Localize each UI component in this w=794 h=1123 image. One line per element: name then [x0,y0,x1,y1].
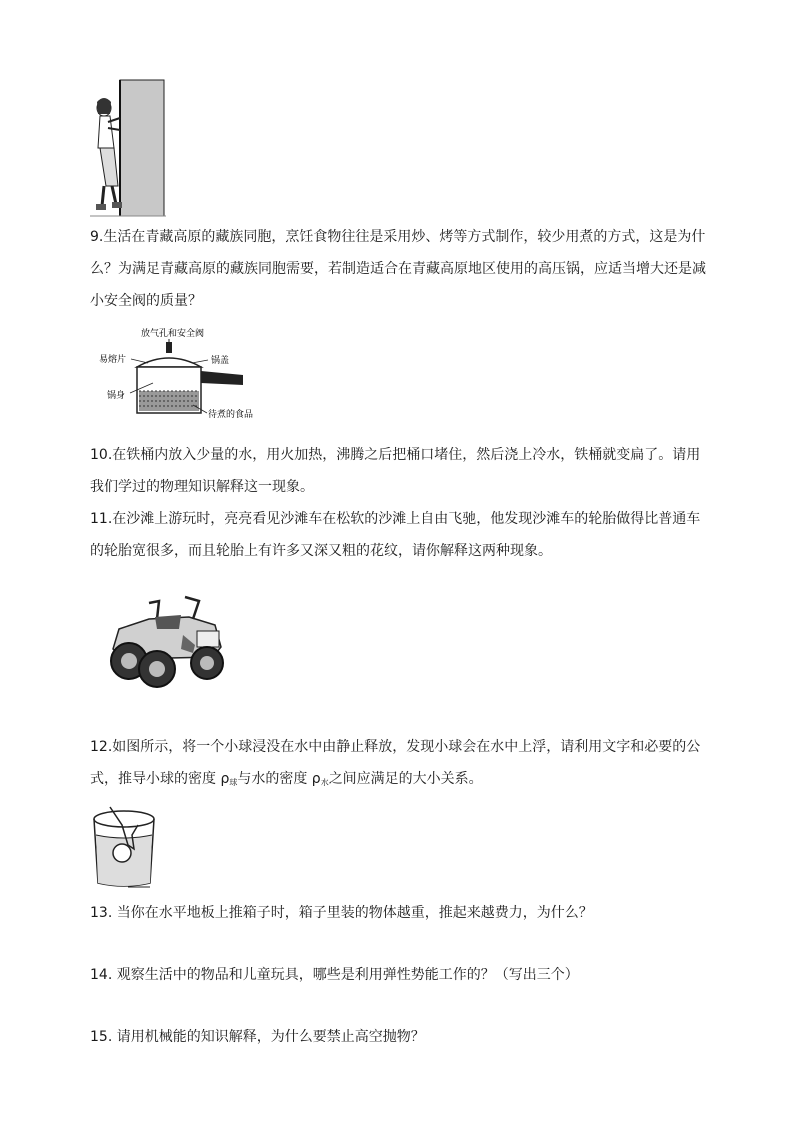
q9-line-2: 么？为满足青藏高原的藏族同胞需要，若制造适合在青藏高原地区使用的高压锅，应适当增大还是减 [90,261,706,277]
q14-text: 14. 观察生活中的物品和儿童玩具，哪些是利用弹性势能工作的？（写出三个） [90,967,579,983]
label-fuse-piece: 易熔片 [99,355,127,365]
person-pushing-wall-figure [88,78,168,220]
atv-figure [97,595,229,695]
label-food: 待煮的食品 [208,410,254,420]
q11-line-2: 的轮胎宽很多，而且轮胎上有许多又深又粗的花纹，请你解释这两种现象。 [90,543,552,559]
q9-line-1: 9.生活在青藏高原的藏族同胞，烹饪食物往往是采用炒、烤等方式制作，较少用煮的方式，这是为什 [90,229,706,245]
q13-text: 13. 当你在水平地板上推箱子时，箱子里装的物体越重，推起来越费力，为什么？ [90,905,593,921]
q12-line-1: 12.如图所示，将一个小球浸没在水中由静止释放，发现小球会在水中上浮，请利用文字和必要的公 [90,739,701,755]
label-body: 锅身 [107,391,126,401]
q12-line-2 [90,769,483,793]
q10-line-1: 10.在铁桶内放入少量的水，用火加热，沸腾之后把桶口堵住，然后浇上冷水，铁桶就变扁了。请用 [90,447,701,463]
q12-line-2-part-a: 式，推导小球的密度 ρ [90,771,230,787]
q12-line-2-part-b: 与水的密度 ρ [237,771,321,787]
q11-line-1: 11.在沙滩上游玩时，亮亮看见沙滩车在松软的沙滩上自由飞驰，他发现沙滩车的轮胎做得比普通车 [90,511,701,527]
pressure-cooker-figure [95,325,265,425]
ball-in-water-figure [88,805,160,889]
rho-water-subscript: 水 [320,778,329,787]
label-lid: 锅盖 [211,356,230,366]
q15-text: 15. 请用机械能的知识解释，为什么要禁止高空抛物？ [90,1029,425,1045]
q10-line-2: 我们学过的物理知识解释这一现象。 [90,479,314,495]
label-vent-valve: 放气孔和安全阀 [141,329,205,339]
q9-line-3: 小安全阀的质量？ [90,293,202,309]
rho-ball-subscript: 球 [229,778,238,787]
q12-line-2-part-c: 之间应满足的大小关系。 [328,771,483,787]
